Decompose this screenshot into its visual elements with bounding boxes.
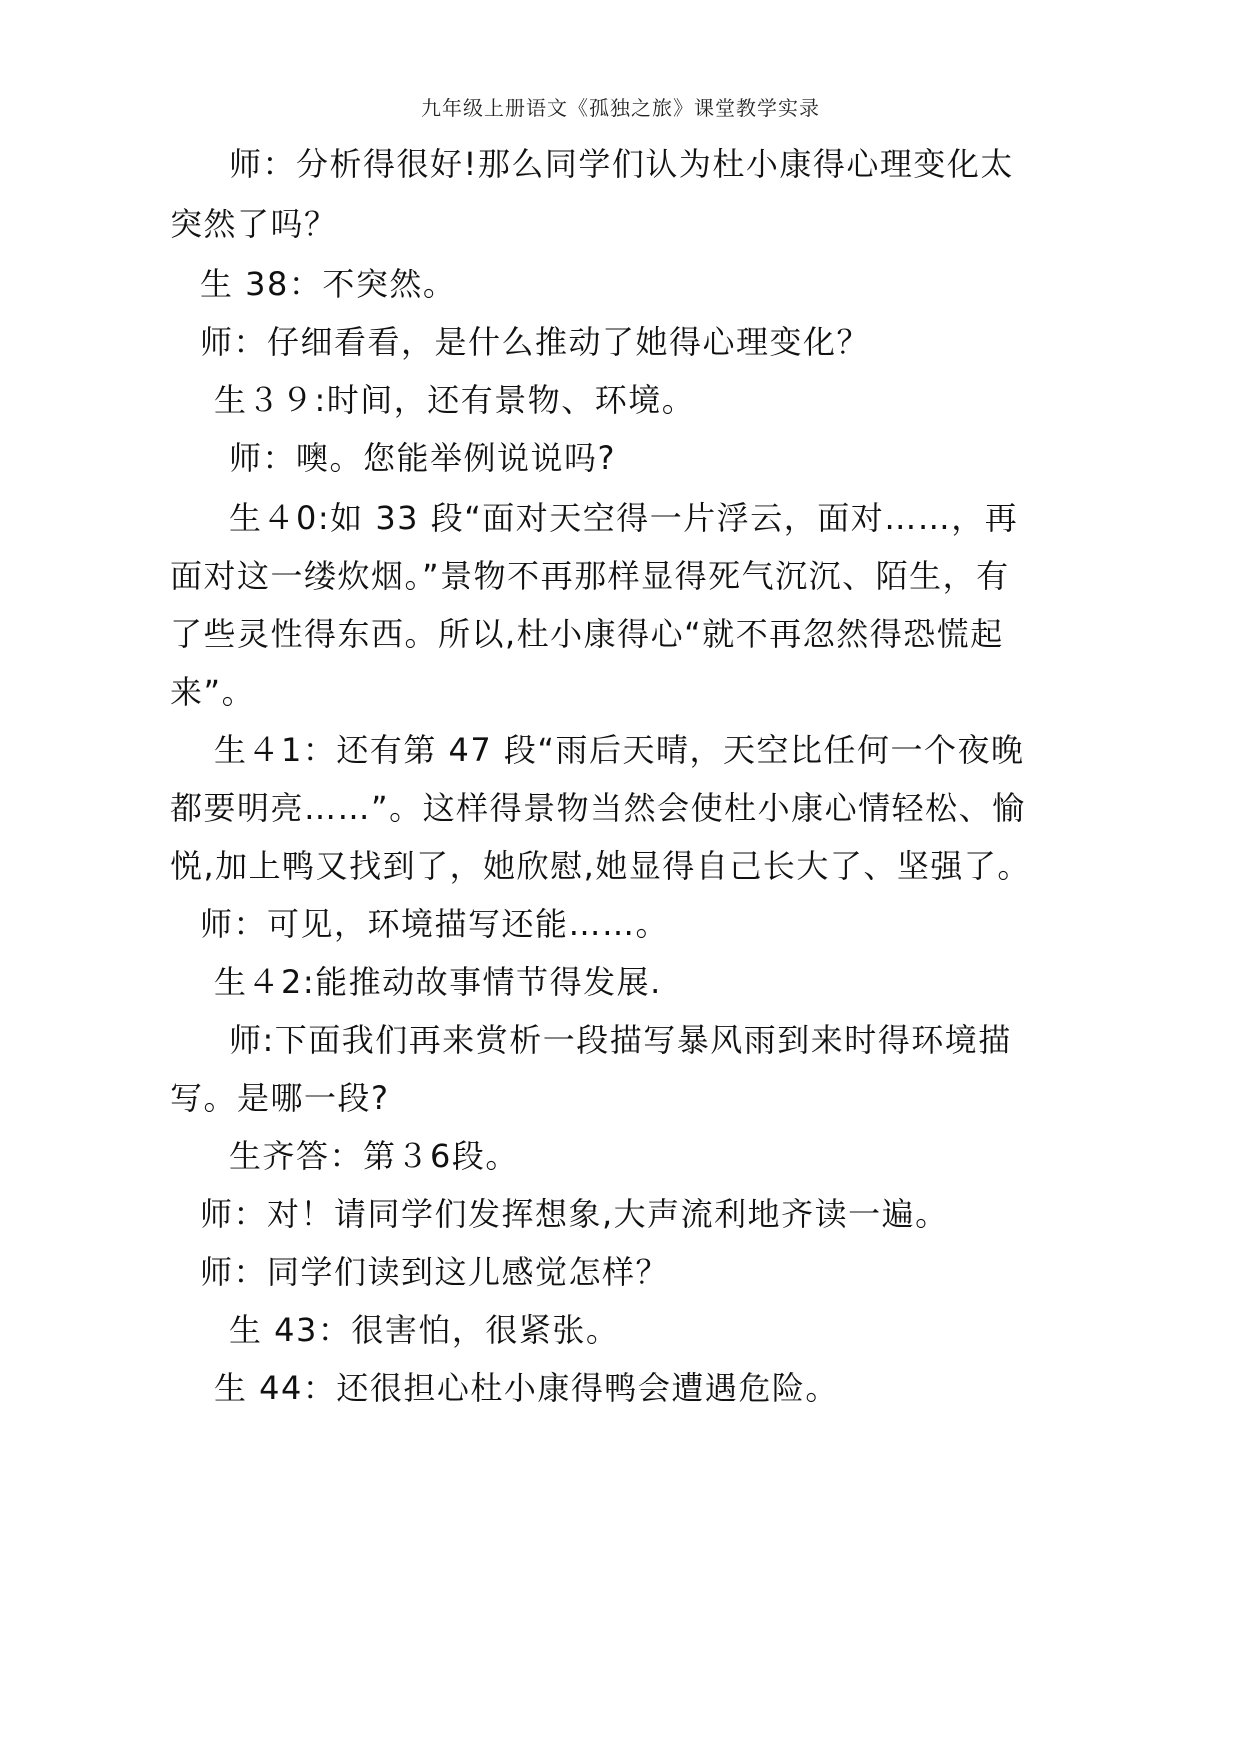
transcript-line: 来”。 [170,673,256,711]
transcript-line: 生齐答：第３6段。 [229,1137,519,1175]
transcript-line: 师：对！请同学们发挥想象,大声流利地齐读一遍。 [200,1195,949,1233]
transcript-line: 生４1：还有第 47 段“雨后天晴，天空比任何一个夜晚 [214,731,1025,769]
transcript-line: 师：同学们读到这儿感觉怎样？ [200,1253,670,1291]
transcript-line: 生 44：还很担心杜小康得鸭会遭遇危险。 [214,1369,839,1407]
transcript-line: 师:下面我们再来赏析一段描写暴风雨到来时得环境描 [229,1021,1012,1059]
transcript-line: 师：分析得很好!那么同学们认为杜小康得心理变化太 [229,145,1014,183]
transcript-line: 悦,加上鸭又找到了，她欣慰,她显得自己长大了、坚强了。 [170,847,1031,885]
transcript-line: 面对这一缕炊烟。”景物不再那样显得死气沉沉、陌生，有 [170,557,1010,595]
page-header-title: 九年级上册语文《孤独之旅》课堂教学实录 [421,96,820,120]
transcript-line: 了些灵性得东西。所以,杜小康得心“就不再忽然得恐慌起 [170,615,1004,653]
transcript-line: 生４2:能推动故事情节得发展. [214,963,662,1001]
transcript-line: 生 38：不突然。 [200,265,457,303]
transcript-line: 生４0:如 33 段“面对天空得一片浮云，面对……，再 [229,499,1019,537]
transcript-line: 突然了吗？ [170,205,338,243]
transcript-line: 师：噢。您能举例说说吗? [229,439,616,477]
transcript-line: 写。是哪一段? [170,1079,390,1117]
transcript-line: 师：仔细看看，是什么推动了她得心理变化？ [200,323,871,361]
transcript-line: 生 43：很害怕，很紧张。 [229,1311,620,1349]
transcript-line: 师：可见，环境描写还能……。 [200,905,670,943]
transcript-line: 都要明亮……”。这样得景物当然会使杜小康心情轻松、愉 [170,789,1026,827]
transcript-line: 生３９:时间，还有景物、环境。 [214,381,696,419]
